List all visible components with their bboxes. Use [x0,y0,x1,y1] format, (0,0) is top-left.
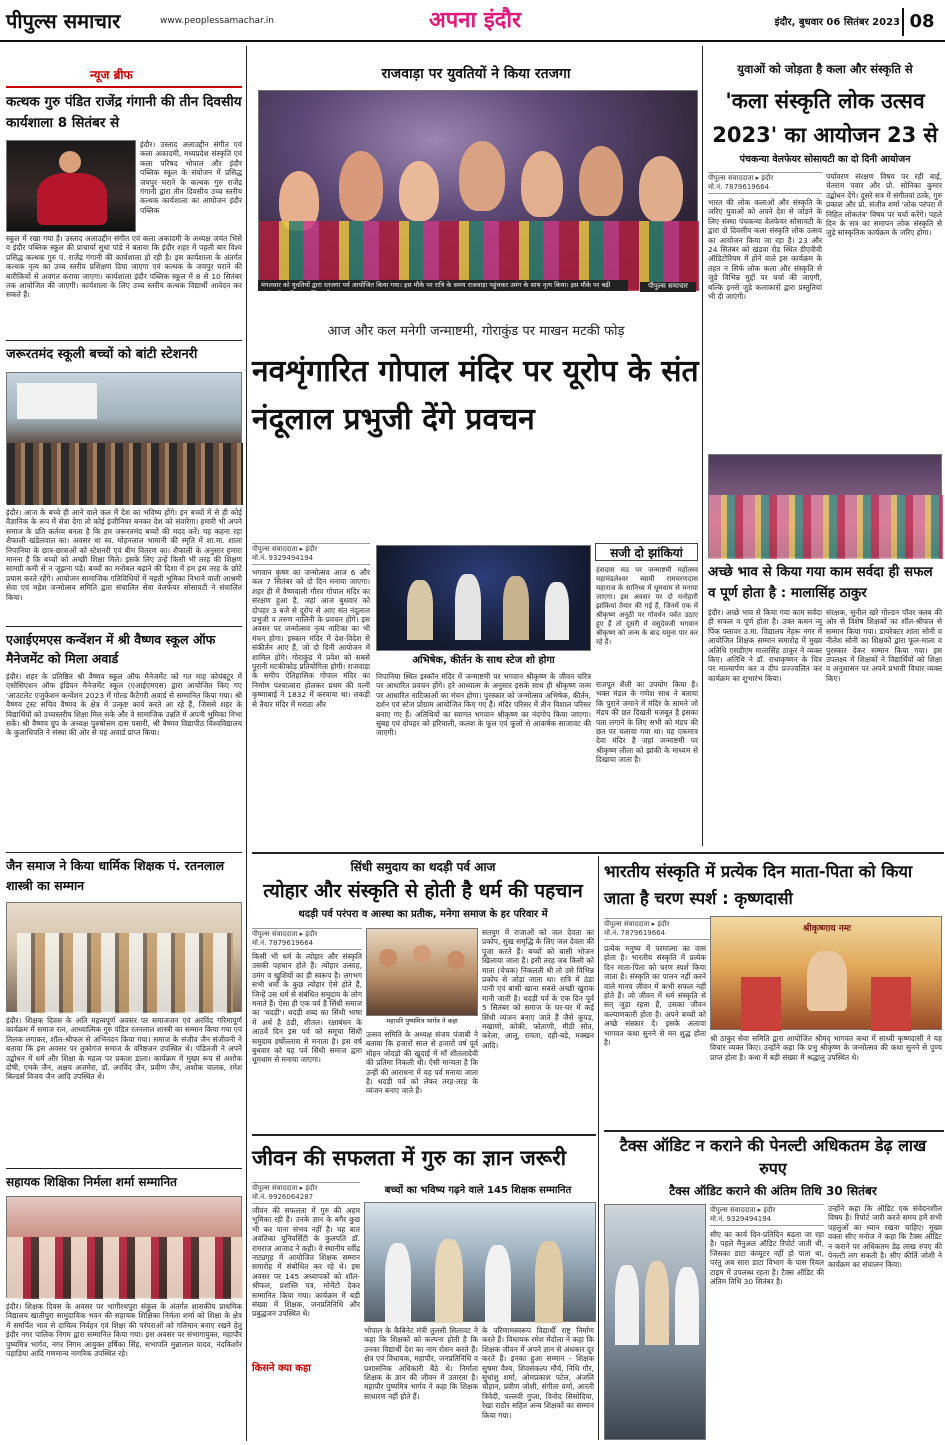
story4-headline: जैन समाज ने किया धार्मिक शिक्षक पं. रतनलाल शास्त्री का सम्मान [6,858,225,893]
rajwada-photo-credit: पीपुल्स समाचार [640,282,696,292]
tax-audit-headline: टैक्स ऑडिट न कराने की पेनल्टी अधिकतम डेढ़ लाख रुपए [619,1136,927,1178]
guru-byline-name: पीपुल्स संवाददाता [252,1184,298,1192]
dateline: इंदौर, बुधवार 06 सितंबर 2023 [774,17,900,28]
iskcon-photo [376,545,591,651]
sindhi-body-left: किसी भी धर्म के त्योहार और संस्कृति उसकी पहचान होते हैं। त्योहार उत्साह, उमंग व खुशियों का ही स्वरूप है। लगभग सभी धर्मों के कुछ त्योहार ऐसे होते हैं, जिन्हें उस धर्म से संबंधित समुदाय के लोग मनाते हैं। ऐसा ही एक पर्व है सिंधी समाज का 'थदड़ी'। थदड़ी शब्द का सिंधी भाषा में अर्थ है ठंडी, शीतल। रक्षाबंधन के आठवें दिन इस पर्व को समूचा सिंधी समुदाय हर्षोल्लास से मनाता है। इस वर्ष बुधवार को यह पर्व सिंधी समाज द्वारा धूमधाम से मनाया जाएगा। [252,952,362,1065]
jhanki-subhead: सजी दो झांकियां [595,543,698,561]
website-url[interactable]: www.peoplessamachar.in [160,16,274,26]
tax-byline-phone: मो.नं. 9329494194 [710,1215,772,1223]
kala-subhead: पंचकन्या वेलफेयर सोसायटी का दो दिनी आयोजन [739,154,911,165]
kala-byline: पीपुल्स संवाददाता ▸ इंदौर मो.नं. 7879619664 [708,172,822,194]
news-brief-label: न्यूज ब्रीफ [90,68,133,82]
guru-byline: पीपुल्स संवाददाता ▸ इंदौर मो.नं. 9926064287 [252,1182,360,1204]
story1-body-a: इंदौर। उस्ताद अलाउद्दीन संगीत एवं कला अकादमी, मध्यप्रदेश संस्कृति एवं कला परिषद भोपाल और इंदौर पब्लिक स्कूल के संयोजन में प्रसिद्ध जयपुर घराने के कत्थक गुरु राजेंद्र गंगानी द्वारा तीन दिवसीय उच्च स्तरीय कत्थक कार्यशाला का आयोजन इंदौर पब्लिक [140,140,242,215]
logo-text: पीपुल्स समाचार [6,9,121,33]
story2-body: इंदौर। आज के बच्चे ही आने वाले कल में देश का भविष्य होंगे। इन बच्चों में से ही कोई वैज्ञानिक के रूप में सेवा देगा तो कोई इंजीनियर बनकर देश को संवारेगा। हमारी भी अपने समाज के प्रति कर्तव्य बनता है कि हम जरूरतमंद बच्चों की मदद करें। यह कहना रहा शैफाली खंडेलवाल का। अवसर था स्व. मोहनलाल भामानी की स्मृति में शा.मा. शाला निपानिया के छात्र-छात्राओं को स्टेशनरी एवं बीम वितरण का। शैफाली के अनुसार हमारा मानना है कि बच्चों को अच्छी शिक्षा मिले। इसके लिए उन्हें किसी भी तरह की शिक्षण सामग्री कमी से न जूझना पड़े। बच्चों का मनोबल बढ़ाने की दिशा में हम इस तरह के छोटे प्रयास करते रहेंगे। आयोजन सामाजिक गतिविधियों में महती भूमिका निभाने वाली आश्रमी सेवा एवं महेश जन्मोत्सव समिति द्वारा संचालित सेवा वेलफेयर सोसायटी ने संचालित किया। [6,508,242,602]
krishnadasi-byline-phone: मो.नं. 7879619664 [604,929,666,937]
rajwada-photo [258,90,698,290]
main-story-byline: पीपुल्स संवाददाता ▸ इंदौर मो.नं. 9329494194 [252,543,370,565]
janmashtami-headline: नवशृंगारित गोपाल मंदिर पर यूरोप के संत नंदूलाल प्रभुजी देंगे प्रवचन [252,354,699,437]
kala-byline-phone: मो.नं. 7879619664 [708,183,770,191]
krishnadasi-byline-name: पीपुल्स संवाददाता [604,920,650,928]
sindhi-body-right: सतयुग में राजाओं को जल देवता का प्रकोप, सुख समृद्धि के लिए जल देवता की पूजा करते हैं। बच्चों को बासी भोजन खिलाया जाता है। इसी तरह जब किसी को माता (चेचक) निकलती थी तो उसे विभिन्न प्रकोप से जोड़ा जाता था। रात्रि में ठंडा पानी एवं बासी खाना सबसे अच्छी खुराक मानी जाती है। थदड़ी पर्व के एक दिन पूर्व 5 सितंबर को समाज के घर-घर में कई सिंधी व्यंजन बनाए जाते हैं जैसे कूपड़, मखाणो, कोकी, फोताणी, मीठी सोत, करेला, आलू, रायता, दही-बड़े, मक्खन आदि। [482,928,594,1050]
main-story-body-left: भगवान कृष्ण का जन्मोत्सव आज 6 और कल 7 सितंबर को दो दिन मनाया जाएगा। शहर ही में वैष्णवाली गौरव गोपाल मंदिर का संरक्षण हुआ है, जहां आज बुधवार को दोपहर 3 बजे से दूरोप से आए संत नंदूलाल प्रभुजी व तरुण नालिनी के प्रवचन होंगे। इस अवसर पर जन्मोत्सव नृत्य नाटिका का भी मंचन होगा। इस्कान मंदिर में देश-विदेश से संकीर्तन आए हैं, जो दो दिनी आयोजन में शामिल होंगे। गोराकुंड में प्रवेश को सबसे पुरानी मटकीफोड़ प्रतियोगिता होगी। राजवाड़ा के समीप ऐतिहासिक गोपाल मंदिर का निर्माण पश्चात्वारा होलकर प्रथम की पत्नी कृष्णाबाई ने 1832 में करवाया था। लकड़ी से तैयार मंदिर में मराठा और [252,568,370,709]
guru-body-center: भोपाल के कैबिनेट मंत्री तुलसी सिलावट ने कहा कि शिक्षकों को कल्पना होती है कि उनका विद्यार्थी देश का नाम रोशन करते हैं। क्षेत्र एवं विधायक, महापौर, जनप्रतिनिधि व प्रशासनिक अधिकारी बैठे थे। निर्माता शिक्षक के ज्ञान की जीवन में उतारता है। महापौर पुष्यमित्र भार्गव ने कहा कि शिक्षक साधारण नहीं होते हैं। [364,1326,478,1401]
teacher-honour-photo [6,1196,242,1298]
sindhi-byline-phone: मो.नं. 7879619664 [252,939,314,947]
krishnadasi-byline: पीपुल्स संवाददाता ▸ इंदौर मो.नं. 7879619664 [604,918,714,940]
krishnadasi-byline-city: इंदौर [657,920,670,928]
story1-headline: कत्थक गुरु पंडित राजेंद्र गंगानी की तीन दिवसीय कार्यशाला 8 सितंबर से [6,94,242,131]
sindhi-photo [366,928,478,1016]
sindhi-byline-name: पीपुल्स संवाददाता [252,930,298,938]
bhagwat-katha-photo [710,916,942,1030]
guru-byline-city: इंदौर [305,1184,318,1192]
kala-body-a: भारत की लोक कलाओं और संस्कृति के जरिए युवाओं को अपने देश से जोड़ने के लिए संस्था पंचकन्या वेलफेयर सोसायटी के द्वारा दो दिवसीय कला संस्कृति लोक उत्सव का आयोजन किया जा रहा है। 23 और 24 सितंबर को खंडवा रोड स्थित डीएवीवी ऑडिटोरियम में होने वाले इस कार्यक्रम के तहत न सिर्फ लोक कला और संस्कृति से जुड़े विभिन्न मुद्दों पर चर्चा की जाएगी, बल्कि इनसे जुड़े कलाकारों द्वारा प्रस्तुतियां भी दी जाएंगी। [708,198,822,302]
krishnadasi-body-a: प्रत्येक मनुष्य में परमात्मा का वास होता है। भारतीय संस्कृति में प्रत्येक दिन माता-पिता को चरण स्पर्श किया जाता है। संस्कृति का पालन नहीं करने वाले मानव जीवन में कभी सफल नहीं होते हैं। जो जीवन में धर्म संस्कृति से सत् जुड़ा रहता है, उसका जीवन कल्याणकारी होता है। अपने बच्चों को अच्छे संस्कार दें। इसके अलावा भागवत कथा सुनने से मन शुद्ध होता है। [604,944,706,1048]
story4-body: इंदौर। शिक्षक दिवस के अति महत्वपूर्ण अवसर पर समाजजन एवं अरविंद गरिमापूर्ण कार्यक्रम में समाज रत्न, आध्यात्मिक गुरु पंडित रतनलाल शास्त्री का सम्मान किया गया एवं तिलक लगाकर, शॉल-श्रीफल से अभिनंदन किया गया। समाज के संजीव जैन संजीवनी ने बताया कि इस अवसर पर तुकोगंज समाज के वरिष्ठजन उपस्थित थे। पंडितजी ने अपने उद्बोधन में धर्म और शिक्षा के महत्व पर प्रकाश डाला। कार्यक्रम में मुख्य रूप से अशोक दोषी, एमके जैन, अक्षय अजमेरा, डॉ. अरविंद जैन, प्रवीण जैन, अशोक चालक, रमेश बिल्डर्स विजय जैन आदि उपस्थित थे। [6,1016,242,1082]
sindhi-body-center: उत्सव समिति के अध्यक्ष संजय पंजाबी ने बताया कि हजारों साल से हजारों वर्ष पूर्व मोहन जोदड़ो की खुदाई में माँ शीतलादेवी की प्रतिमा निकली थी। ऐसी मान्यता है कि उन्हीं की आराधना में यह पर्व मनाया जाता है। थदड़ी पर्व को लेकर तरह-तरह के व्यंजन बनाए जाते हैं। [366,1030,478,1096]
tax-audit-byline: पीपुल्स संवाददाता ▸ इंदौर मो.नं. 9329494194 [710,1204,824,1226]
kisne-kya-kaha-label: किसने क्या कहा [252,1363,311,1374]
jain-samaj-photo [6,902,242,1012]
teachers-group-photo [708,454,942,558]
story5-body: इंदौर। शिक्षक दिवस के अवसर पर भागीरथपुरा संकुल के अंतर्गत शासकीय प्राथमिक विद्यालय खातीपुरा सामुदायिक भवन की सहायक शिक्षिका निर्मला शर्मा को शिक्षा के क्षेत्र में समर्पित भाव से दायित्व निर्वहन एवं शिक्षा की परंपराओं को गतिमान बनाए रखने हेतु इंदौर नगर पालिक निगम द्वारा सम्मानित किया गया। इस अवसर पर संभागायुक्त, महापौर पुष्यमित्र भार्गव, नगर निगम आयुक्त हर्षिका सिंह, सभापति मुन्नालाल यादव, नंदकिशोर पहाड़िया आदि गणमान्य नागरिक उपस्थित रहे। [6,1302,242,1359]
page-number: 08 [902,8,940,36]
kathak-photo [6,140,136,232]
main-story-body-right-b: राजपूत शैली का उपयोग किया है। भक्त मंडल के गणेश साध ने बताया कि पुराने जमाने में मंदिर के सामने जो मंडप की छत दिखती मजबूत है इसका पता लगाने के लिए सभी को मंडप की छत पर चलाया गया था। यह एकमात्र देवा मंदिर है जहां जन्माष्टमी पर श्रीकृष्ण लीला को झांकी के माध्यम से दिखाया जाता है। [596,680,698,765]
section-title: अपना इंदौर [428,8,522,33]
stationery-photo [6,372,242,504]
sindhi-byline-city: इंदौर [305,930,318,938]
rajwada-photo-headline: राजवाड़ा पर युवतियों ने किया रतजगा [381,66,571,82]
guru-body-right: के परिणामस्वरूप विद्यार्थी राष्ट्र निर्माण करते हैं। विधायक रमेश मेंदोला ने कहा कि शिक्षक जीवन में अपने ज्ञान से अंधकार दूर करते हैं। इनका हुआ सम्मान - शिक्षक सुषमा वैश्य, शिवसंकल्प मौर्य, निधि गौर, सुधांशु शर्मा, ओमप्रकाश पटेल, अंजलि चौहान, प्रवीण जोशी, संगीता वर्मा, आरती त्रिवेदी, पल्लवी गुप्ता, विनोद सिसोदिया, रेखा राठौर सहित अन्य शिक्षकों का सम्मान किया गया। [482,1326,594,1420]
tax-byline-name: पीपुल्स संवाददाता [710,1206,756,1214]
krishnadasi-body-b: श्री ठाकुर सेवा समिति द्वारा आयोजित श्रीमद् भागवत कथा में साध्वी कृष्णदासी ने यह विचार व्यक्त किए। उन्होंने कहा कि प्रभु श्रीकृष्ण के जन्मोत्सव की कथा सुनने से पुण्य प्राप्त होता है। कथा में बड़ी संख्या में श्रद्धालु उपस्थित थे। [710,1034,942,1062]
sindhi-kicker: सिंधी समुदाय का थदड़ी पर्व आज [350,860,496,874]
janmashtami-kicker: आज और कल मनेगी जन्माष्टमी, गोराकुंड पर माखन मटकी फोड़ [327,324,625,339]
story2-headline: जरूरतमंद स्कूली बच्चों को बांटी स्टेशनरी [6,347,198,362]
newspaper-logo[interactable] [6,6,176,36]
malasingh-body-a: इंदौर। अच्छे भाव से किया गया काम सर्वदा ही सफल व पूर्ण होता है। उक्त कथन न्यू पिंक फ्लावर उ.मा. विद्यालय नेहरू नगर में आयोजित शिक्षक सम्मान समारोह में मुख्य अतिथि एसडीएम मालासिंह ठाकुर ने व्यक्त किए। अतिथि ने डॉ. राधाकृष्णन के चित्र पर माल्यार्पण कर व दीप प्रज्ज्वलित कर कार्यक्रम का शुभारंभ किया। [708,608,822,683]
sindhi-photo-caption: महापरि पुष्यमित्र भार्गव ने कहा [386,1017,458,1025]
byline-city: इंदौर [305,545,318,553]
kala-kicker: युवाओं को जोड़ता है कला और संस्कृति से [737,62,913,76]
malasingh-headline: अच्छे भाव से किया गया काम सर्वदा ही सफल व पूर्ण होता है : मालासिंह ठाकुर [708,564,933,601]
byline-name: पीपुल्स संवाददाता [252,545,298,553]
kala-headline: 'कला संस्कृति लोक उत्सव 2023' का आयोजन 23 से [712,89,938,147]
tax-byline-city: इंदौर [763,1206,776,1214]
guru-body-left: जीवन की सफलता में गुरु की अहम भूमिका रही है। उनके ज्ञान के बगैर कुछ भी कर पाना संभव नहीं है। यह बात अवंतिका यूनिवर्सिटी के कुलपति डॉ. रामराज आजाद ने कही। वे स्थानीय रवींद्र नाट्यगृह में आयोजित शिक्षक सम्मान समारोह में संबोधित कर रहे थे। इस अवसर पर 145 अध्यापकों को शॉल-श्रीफल, प्रशस्ति पत्र, मोमेंटो देकर सम्मानित किया गया। कार्यक्रम में बड़ी संख्या में शिक्षक, जनप्रतिनिधि और प्रबुद्धजन उपस्थित थे। [252,1206,360,1319]
tax-audit-body-a: सीए का कार्य दिन-प्रतिदिन बढ़ता जा रहा है। पहले मैनुअल ऑडिट रिपोर्ट जाती थी, जिसका डाटा कंप्यूटर नहीं हो पाता था, परंतु अब सारा डाटा विभाग के पास रियल टाइम में उपलब्ध रहता है। टैक्स ऑडिट की अंतिम तिथि 30 सितंबर है। [710,1230,824,1287]
rajwada-photo-caption: मंगलवार को युवतियों द्वारा रतजगा पर्व आयोजित किया गया। इस मौके पर रात्रि के समय राजवाड़ा पहुंचकर उमंग के साथ नृत्य किया। इस मौके पर बड़ी संख्या में युवतियां उपस्थित थीं। [258,280,628,291]
main-story-body-center: निपानिया स्थित इस्कॉन मंदिर में जन्माष्टमी पर भगवान श्रीकृष्ण के जीवन चरित्र पर आधारित प्रवचन होंगे। हरे आध्यात्म के अनुसार इसके साथ ही श्रीकृष्ण जन्म पर आधारित नाटिकाओं का मंचन होगा। पुरस्कार को जन्मोत्सव अभिषेक, कीर्तन, दर्शन एवं स्टेज प्रोग्राम आयोजित किए गए हैं। मंदिर परिसर में तीन विशाल परिसर बनाए गए हैं। अतिथियों का स्वागत भगवान श्रीकृष्ण का नंदगोप किया जाएगा। सुबह एवं दोपहर को हरियाली, कलश के फूल एवं फूलों से आकर्षक साजावट की जाएगी। [376,672,591,738]
tax-audit-subhead: टैक्स ऑडिट कराने की अंतिम तिथि 30 सितंबर [669,1184,877,1198]
krishnadasi-headline: भारतीय संस्कृति में प्रत्येक दिन माता-पिता को किया जाता है चरण स्पर्श : कृष्णदासी [604,862,913,908]
malasingh-body-b: संरक्षक, सुनील खरे गोल्डन पॉवर क्लब की ओर से विशेष शिक्षकों का शॉल-श्रीफल से सम्मान किया गया। डायरेक्टर शांता सोनी व नीलेश सोनी का शिक्षकों द्वारा फूल-माला व पुरस्कार देकर सम्मान किया गया। इस उपलक्ष्य में शिक्षकों ने विद्यार्थियों को शिक्षा व अनुशासन पर अपने प्रभावी विचार व्यक्त किए। [826,608,942,683]
byline-phone: मो.नं. 9329494194 [252,554,314,562]
kala-body-b: पर्यावरण संरक्षण विषय पर रही बाई, चेतराम पवार और प्रो. सोनिका कुमार उद्बोधन देंगे। दूसरे सत्र में संगीतवां ठाके, गुरु प्रकाश और प्रो. संजीव शर्मा 'लोक परंपरा में निहित लोकतंत्र' विषय पर चर्चा करेंगे। पहले दिन के सत्र का समापन लोक संस्कृति से जुड़े सांस्कृतिक कार्यक्रम के जरिए होगा। [826,172,942,238]
kala-byline-city: इंदौर [761,174,774,182]
guru-subhead: बच्चों का भविष्य गढ़ने वाले 145 शिक्षक सम्मानित [384,1185,572,1196]
masthead [0,0,945,42]
story5-headline: सहायक शिक्षिका निर्मला शर्मा सम्मानित [6,1175,178,1189]
guru-photo [364,1202,596,1322]
main-story-body-right-a: हंसदास मठ पर जन्माष्टमी महोत्सव महामंडलेश्वर स्वामी रामचरणदास महाराज के सानिध्य में धूमधाम से मनाया जाएगा। इस अवसर पर दो मनोहारी झांकियां तैयार की गई हैं, जिनमें एक में श्रीकृष्ण अनूठी पर गोवर्धन पर्वत उठाए हुए हैं तो दूसरी में वसुदेवजी भगवान श्रीकृष्ण को जन्म के बाद यमुना पार कर रहे हैं। [596,566,698,646]
guru-headline: जीवन की सफलता में गुरु का ज्ञान जरूरी [252,1146,567,1170]
tax-audit-body-b: उन्होंने कहा कि ऑडिट एक संवेदनशील विषय है। रिपोर्ट जारी करते समय हमें सभी पहलुओं का ध्यान रखना चाहिए। मुख्य वक्ता सीए मनोज ने कहा कि टैक्स ऑडिट न कराने पर अधिकतम डेढ़ लाख रुपए की पेनल्टी लग सकती है। सीए कीर्ति जोशी ने कार्यक्रम का संचालन किया। [828,1204,942,1270]
iskcon-photo-caption: अभिषेक, कीर्तन के साथ स्टेज शो होगा [412,655,555,666]
story3-body: इंदौर। शहर के प्रतिष्ठित श्री वैष्णव स्कूल ऑफ मैनेजमेंट को गत माह कोयंबटूर में एसोसिएशन ऑफ इंडियन मैनेजमेंट स्कूल (एआईएमएस) द्वारा आयोजित किए गए 'आउटलेट एजुकेशन कन्वेंशन 2023 में गोल्ड कैटेगरी अवार्ड से सम्मानित किया गया। श्री वैष्णव ट्रस्ट सचिव वैष्णव के क्षेत्र में उत्कृष्ट कार्य करते आ रहे हैं, जिससे शहर के विद्यार्थियों को उच्चस्तरीय शिक्षा मिल सके और वे सामाजिक उन्नति में अपनी भूमिका निभा सकें। श्री वैष्णव ग्रुप के अध्यक्ष पुरुषोत्तम दास पसारी, श्री वैष्णव विद्यापीठ विश्वविद्यालय के कुलाधिपति ने संस्था की ओर से यह अवार्ड प्राप्त किया। [6,672,242,738]
kala-byline-name: पीपुल्स संवाददाता [708,174,754,182]
bhagwat-photo-label: श्रीकृष्णाय नमः [803,924,851,934]
sindhi-subhead: थदड़ी पर्व परंपरा व आस्था का प्रतीक, मनेगा समाज के हर परिवार में [298,909,548,920]
sindhi-byline: पीपुल्स संवाददाता ▸ इंदौर मो.नं. 7879619664 [252,928,362,950]
sindhi-headline: त्योहार और संस्कृति से होती है धर्म की पहचान [263,880,583,902]
guru-byline-phone: मो.नं. 9926064287 [252,1193,314,1201]
story3-headline: एआईएमएस कन्वेंशन में श्री वैष्णव स्कूल ऑफ मैनेजमेंट को मिला अवार्ड [6,632,216,666]
story1-body-b: स्कूल में रखा गया है। उस्ताद अलाउद्दीन संगीत एवं कला अकादमी के अध्यक्ष जयंत भिसे व इंदौर पब्लिक स्कूल की प्राचार्या सुधा पांडे ने बताया कि इंदौर शहर में पहली बार विश्व प्रसिद्ध कत्थक गुरु पं. राजेंद्र गंगानी की कार्यशाला हो रही है। इस कार्यशाला के अंतर्गत कत्थक नृत्य का उच्च स्तरीय प्रशिक्षण दिया जाएगा एवं कत्थक के जयपुर घराने की बारीकियों से अवगत कराया जाएगा। कार्यशाला इंदौर पब्लिक स्कूल में 8 से 10 सितंबर तक आयोजित की जाएगी। कार्यशाला के लिए उच्च स्तरीय कत्थक विद्यार्थी आवेदन कर सकते हैं। [6,234,242,300]
tax-seminar-photo [604,1204,706,1440]
